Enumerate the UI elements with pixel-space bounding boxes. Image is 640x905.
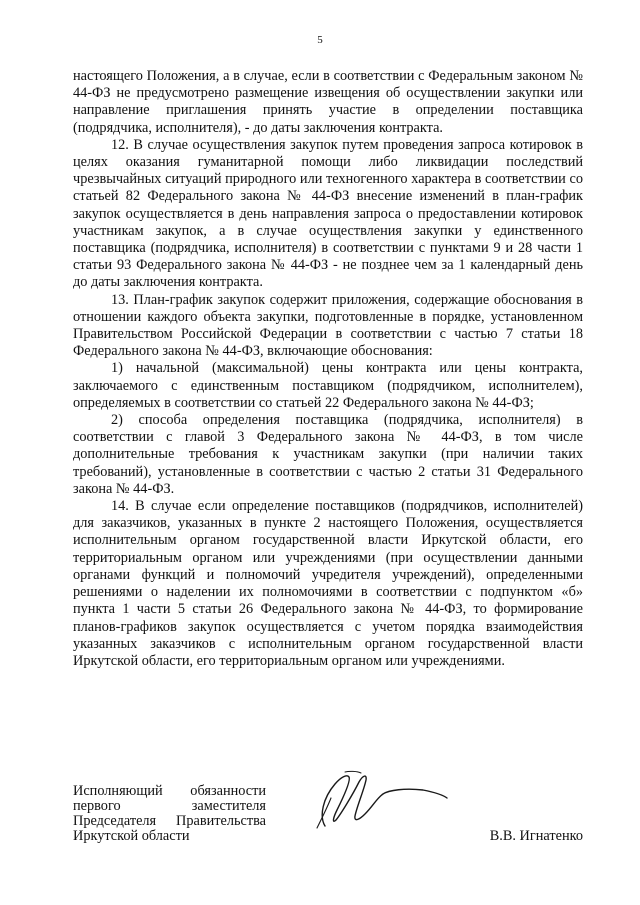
page-number: 5 (317, 34, 323, 46)
signatory-position (73, 784, 266, 844)
paragraph-13: 13. План-график закупок содержит приложения, содержащие обоснования в отношении каждого объекта закупки, подготовленные в порядке, установленном Правительством Российской Федерации в соответствии с частью 7 статьи 18 Федерального закона № 44-ФЗ, включающие обоснования: (73, 291, 583, 360)
paragraph-12: 12. В случае осуществления закупок путем проведения запроса котировок в целях оказания гуманитарной помощи либо ликвидации последствий чрезвычайных ситуаций природного или техногенного характера в соответствии со статьей 82 Федерального закона № 44-ФЗ внесение изменений в план-график закупок осуществляется в день направления запроса о предоставлении котировок участникам закупок, а в случае осуществления закупки у единственного поставщика (подрядчика, исполнителя) в соответствии с пунктами 9 и 28 части 1 статьи 93 Федерального закона № 44-ФЗ - не позднее чем за 1 календарный день до даты заключения контракта. (73, 136, 583, 291)
signature-block (73, 784, 583, 844)
document-body (73, 68, 583, 670)
position-line: Председателя Правительства (73, 813, 266, 829)
paragraph-continuation: настоящего Положения, а в случае, если в соответствии с Федеральным законом № 44-ФЗ не предусмотрено размещение извещения об осуществлении закупки или направление приглашения принять участие в определении поставщика (подрядчика, исполнителя), - до даты заключения контракта. (73, 68, 583, 136)
position-line: Исполняющий обязанности (73, 783, 266, 799)
position-line: Иркутской области (73, 828, 190, 844)
position-line: первого заместителя (73, 798, 266, 814)
paragraph-13-item-2: 2) способа определения поставщика (подрядчика, исполнителя) в соответствии с главой 3 Федерального закона № 44-ФЗ, в том числе дополнительные требования к участникам закупки (при наличии таких требований), установленные в соответствии с частью 2 статьи 31 Федерального закона № 44-ФЗ. (73, 412, 583, 497)
paragraph-14: 14. В случае если определение поставщиков (подрядчиков, исполнителей) для заказчиков, указанных в пункте 2 настоящего Положения, осуществляется исполнительным органом государственной власти Иркутской области, его территориальным органом или учреждениями (при осуществлении данными органами функций и полномочий учредителя учреждений), определенными решениями о наделении их полномочиями в соответствии с подпунктом «б» пункта 1 части 5 статьи 26 Федерального закона № 44-ФЗ, то формирование планов-графиков закупок осуществляется с учетом порядка взаимодействия указанных заказчиков с исполнительным органом государственной власти Иркутской области, его территориальным органом или учреждениями. (73, 498, 583, 669)
handwritten-signature (305, 768, 455, 830)
paragraph-13-item-1: 1) начальной (максимальной) цены контракта или цены контракта, заключаемого с единственным поставщиком (подрядчиком, исполнителем), определяемых в соответствии со статьей 22 Федерального закона № 44-ФЗ; (73, 360, 583, 411)
signatory-name: В.В. Игнатенко (489, 828, 583, 844)
